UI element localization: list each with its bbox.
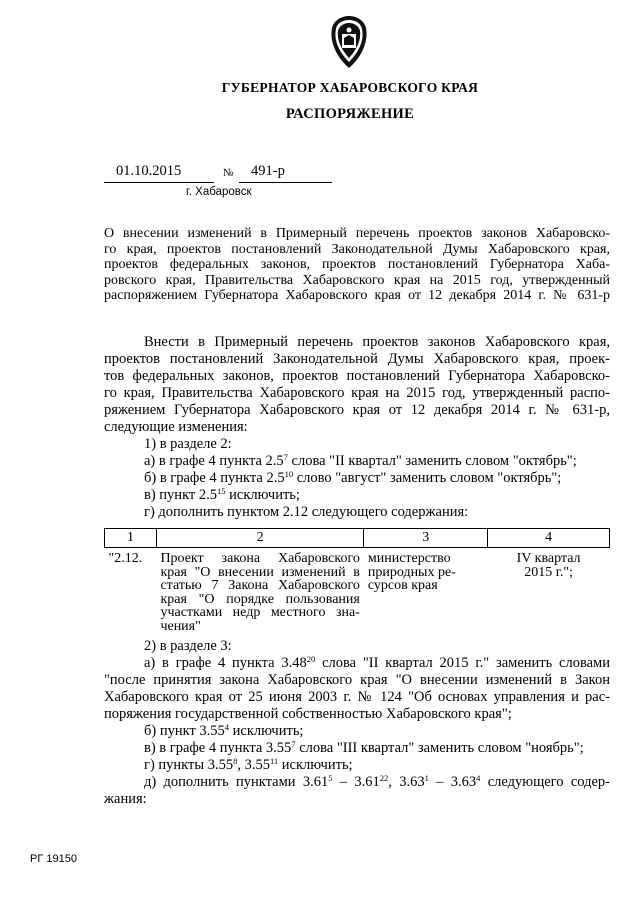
subject-line: ровского края, Правительства Хабаровского края на 2015 год, утвержденный [104,272,610,288]
coat-of-arms-emblem [329,14,369,70]
footer-code: РГ 19150 [30,853,77,865]
body-line: Внести в Примерный перечень проектов законов Хабаровского края, [144,334,610,350]
body-line: Хабаровского края от 25 июня 2003 г. № 124 "Об основах управления и рас- [104,689,610,705]
date-underline [104,182,214,183]
row-project-name: Проект закона Хабаровского края "О внесении изменений в статью 7 Закона Хабаровского края "О порядке пользования участками недр местного зна- чения" [160,551,360,634]
body-line: тов федеральных законов, проектов постановлений Губернатора Хабаровско- [104,368,610,384]
change-item: г) пункты 3.55$^8$, 3.55$^{11}$ исключить; [144,756,353,773]
change-item: а) в графе 4 пункта $2.5^7$ слова "II квартал" заменить словом "октябрь"; [144,452,577,469]
change-item: а) в графе 4 пункта 3.48$^{20}$ слова "II квартал 2015 г." заменить словами [144,654,610,671]
table-header-cell: 3 [364,529,488,548]
subject-line: распоряжением Губернатора Хабаровского края от 12 декабря 2014 г. № 631-р [104,288,610,303]
table-header-cell: 2 [156,529,363,548]
subject-line: О внесении изменений в Примерный перечень проектов законов Хабаровско- [104,226,610,241]
change-item: д) дополнить пунктами 3.61$^5$ – 3.61$^{22}$, 3.63$^1$ – 3.63$^4$ следующего содер- [144,773,611,790]
section-3-title: 2) в разделе 3: [144,638,232,654]
body-line: жания: [104,791,147,807]
number-underline [239,182,332,183]
body-line: "после принятия закона Хабаровского края "О внесении изменений в Закон [104,672,610,688]
table-header-cell: 4 [488,529,610,548]
row-number: "2.12. [108,551,143,566]
table-row [105,548,610,634]
subject-line: го края, проектов постановлений Законодательной Думы Хабаровского края, [104,241,610,257]
body-line: го края, Правительства Хабаровского края на 2015 год, утвержденный распо- [104,385,610,401]
body-line: следующие изменения: [104,419,248,435]
order-number: 491-р [251,163,285,179]
table-header-cell: 1 [105,529,157,548]
change-item: в) пункт $2.5^{15}$ исключить; [144,486,300,503]
body-line: проектов постановлений Законодательной Думы Хабаровского края, проек- [104,351,610,367]
number-sign: № [223,167,234,179]
table-header-row [105,529,610,548]
change-item: г) дополнить пунктом 2.12 следующего содержания: [144,504,469,520]
section-2-title: 1) в разделе 2: [144,436,232,452]
city-name: г. Хабаровск [186,186,252,198]
body-text-top [104,334,610,521]
body-line: ряжением Губернатора Хабаровского края от 12 декабря 2014 г. № 631-р, [104,402,610,418]
subject-line: проектов федеральных законов, проектов постановлений Губернатора Хаба- [104,257,610,272]
change-item: в) в графе 4 пункта 3.55$^7$ слова "III квартал" заменить словом "ноябрь"; [144,739,584,756]
document-type: РАСПОРЯЖЕНИЕ [285,106,415,122]
order-date: 01.10.2015 [116,163,182,179]
authority-title: ГУБЕРНАТОР ХАБАРОВСКОГО КРАЯ [221,80,479,95]
row-responsible: министерство природных ре- сурсов края [367,551,456,593]
insert-table [104,528,610,633]
date-number-line [104,162,332,182]
body-text-bottom [104,638,610,808]
change-item: б) пункт 3.55$^4$ исключить; [144,722,304,739]
change-item: б) в графе 4 пункта $2.5^{10}$ слово "август" заменить словом "октябрь"; [144,469,562,486]
row-term: IV квартал 2015 г."; [516,551,581,580]
body-line: поряжения государственной собственностью Хабаровского края"; [104,706,512,722]
subject-title [104,226,610,304]
